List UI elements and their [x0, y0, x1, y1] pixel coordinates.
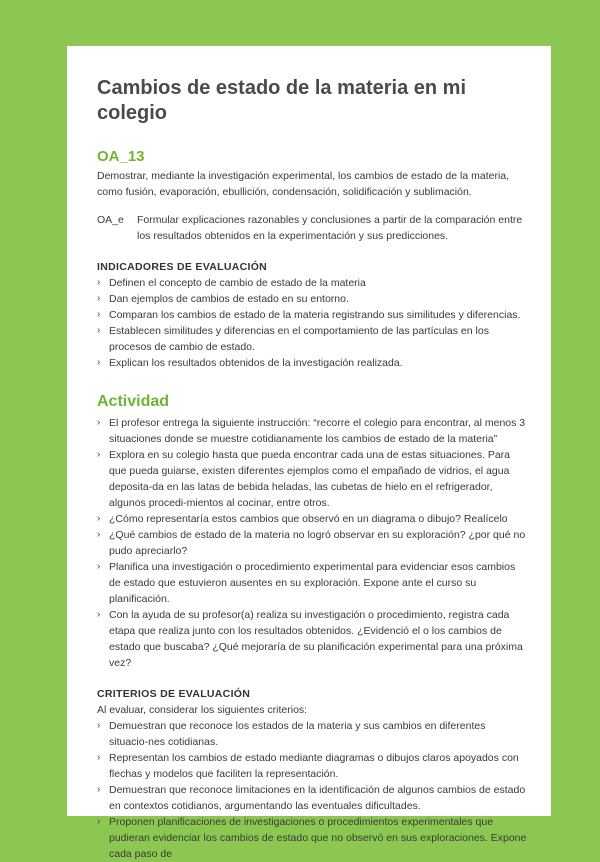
page-content [97, 76, 527, 862]
chevron-right-icon: › [97, 561, 101, 572]
chevron-right-icon: › [97, 529, 101, 540]
list-item: › El profesor entrega la siguiente instrucción: “recorre el colegio para encontrar, al menos 3 situaciones donde se muestre cotidianamente los cambios de estado de la materia” [97, 417, 526, 445]
criterios-list [97, 718, 527, 862]
list-item: › ¿Qué cambios de estado de la materia no logró observar en su exploración? ¿por qué no pudo apreciarlo? [97, 529, 526, 557]
oa-code: OA_13 [97, 148, 145, 165]
chevron-right-icon: › [97, 513, 101, 524]
actividad-heading: Actividad [97, 393, 170, 410]
list-item: › Establecen similitudes y diferencias en el comportamiento de las partículas en los procesos de cambio de estado. [97, 325, 489, 353]
list-item: › Proponen planificaciones de investigaciones o procedimientos experimentales que pudieran evidenciar los cambios de estado que no observó en sus exploraciones. Expone cada paso de [97, 816, 527, 860]
list-item: › Comparan los cambios de estado de la materia registrando sus similitudes y diferencias. [97, 309, 521, 321]
list-item: › Representan los cambios de estado mediante diagramas o dibujos claros apoyados con flechas y modelos que faciliten la representación. [97, 752, 519, 780]
chevron-right-icon: › [97, 449, 101, 460]
actividad-list [97, 415, 527, 671]
indicadores-heading: INDICADORES DE EVALUACIÓN [97, 261, 268, 273]
list-item: › Demuestran que reconoce los estados de la materia y sus cambios en diferentes situacio-nes cotidianas. [97, 720, 486, 748]
chevron-right-icon: › [97, 784, 101, 795]
oae-text: Formular explicaciones razonables y conclusiones a partir de la comparación entre los resultados obtenidos en la experimentación y sus predicciones. [137, 214, 523, 242]
list-item: › Con la ayuda de su profesor(a) realiza su investigación o procedimiento, registra cada etapa que realiza junto con los resultados obtenidos. ¿Evidenció el o los cambios de estado que buscaba? ¿Qué mejoraría de su planificación experimental para una próxima vez? [97, 609, 523, 669]
chevron-right-icon: › [97, 720, 101, 731]
chevron-right-icon: › [97, 609, 101, 620]
chevron-right-icon: › [97, 417, 101, 428]
chevron-right-icon: › [97, 325, 101, 336]
list-item: › Dan ejemplos de cambios de estado en su entorno. [97, 293, 349, 305]
oa-text: Demostrar, mediante la investigación experimental, los cambios de estado de la materia, como fusión, evaporación, ebullición, condensación, solidificación y sublimación. [97, 170, 510, 198]
chevron-right-icon: › [97, 752, 101, 763]
chevron-right-icon: › [97, 309, 101, 320]
chevron-right-icon: › [97, 293, 101, 304]
list-item: › Explora en su colegio hasta que pueda encontrar cada una de estas situaciones. Para que pueda guiarse, existen diferentes ejemplos como el empañado de vidrios, el agua deposita-da en las latas de bebida heladas, las cubetas de hielo en el refrigerador, algunos procedi-mientos al cocinar, entre otros. [97, 449, 511, 509]
criterios-intro: Al evaluar, considerar los siguientes criterios: [97, 704, 308, 716]
list-item: › Demuestran que reconoce limitaciones en la identificación de algunos cambios de estado en contextos cotidianos, argumentando las eventuales dificultades. [97, 784, 526, 812]
list-item: › ¿Cómo representaría estos cambios que observó en un diagrama o dibujo? Realícelo [97, 513, 508, 525]
chevron-right-icon: › [97, 357, 101, 368]
indicadores-list [97, 275, 527, 371]
document-page [67, 46, 551, 860]
list-item: › Planifica una investigación o procedimiento experimental para evidenciar esos cambios de estado que estuvieron ausentes en su exploración. Expone ante el curso su planificación. [97, 561, 516, 605]
list-item: › Definen el concepto de cambio de estado de la materia [97, 277, 366, 289]
chevron-right-icon: › [97, 277, 101, 288]
page-title: Cambios de estado de la materia en mi colegio [97, 77, 467, 124]
criterios-heading: CRITERIOS DE EVALUACIÓN [97, 688, 251, 700]
oae-code: OA_e [97, 214, 124, 226]
oae-block [97, 212, 527, 244]
chevron-right-icon: › [97, 816, 101, 827]
list-item: › Explican los resultados obtenidos de la investigación realizada. [97, 357, 403, 369]
